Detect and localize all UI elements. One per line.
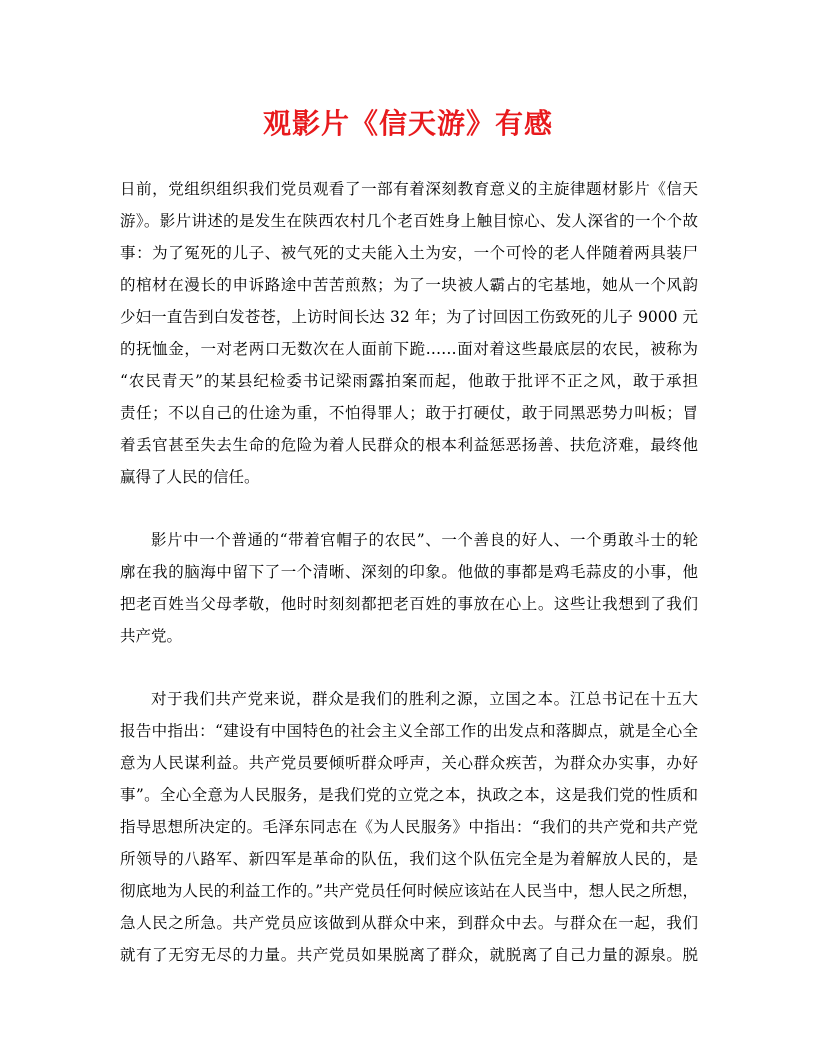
text-line: 赢得了人民的信任。 <box>120 468 260 486</box>
document-body <box>120 173 698 1002</box>
text-line: 影片中一个普通的“带着官帽子的农民”、一个善良的好人、一个勇敢斗士的轮 <box>151 531 698 549</box>
text-line: 责任；不以自己的仕途为重，不怕得罪人；敢于打硬仗，敢于同黑恶势力叫板；冒 <box>120 404 698 422</box>
text-line: 对于我们共产党来说，群众是我们的胜利之源，立国之本。江总书记在十五大 <box>151 690 698 708</box>
text-line: 意为人民谋利益。共产党员要倾听群众呼声，关心群众疾苦，为群众办实事，办好 <box>120 754 698 772</box>
text-line: 的棺材在漫长的申诉路途中苦苦煎熬；为了一块被人霸占的宅基地，她从一个风韵 <box>120 276 698 294</box>
paragraph <box>120 683 698 971</box>
text-line: 日前，党组织组织我们党员观看了一部有着深刻教育意义的主旋律题材影片《信天 <box>120 180 698 198</box>
text-line: 的抚恤金，一对老两口无数次在人面前下跪……面对着这些最底层的农民，被称为 <box>120 340 698 358</box>
text-line: 少妇一直告到白发苍苍，上访时间长达 32 年；为了讨回因工伤致死的儿子 9000 元 <box>120 308 698 326</box>
text-line: 所领导的八路军、新四军是革命的队伍，我们这个队伍完全是为着解放人民的，是 <box>120 850 698 868</box>
text-line: “农民青天”的某县纪检委书记梁雨露拍案而起，他敢于批评不正之风，敢于承担 <box>120 372 698 390</box>
text-line: 急人民之所急。共产党员应该做到从群众中来，到群众中去。与群众在一起，我们 <box>120 914 698 932</box>
text-line: 就有了无穷无尽的力量。共产党员如果脱离了群众，就脱离了自己力量的源泉。脱 <box>120 946 698 964</box>
text-line: 指导思想所决定的。毛泽东同志在《为人民服务》中指出：“我们的共产党和共产党 <box>120 818 698 836</box>
document-title: 观影片《信天游》有感 <box>262 107 553 140</box>
text-line: 游》。影片讲述的是发生在陕西农村几个老百姓身上触目惊心、发人深省的一个个故 <box>120 212 698 230</box>
text-line: 着丢官甚至失去生命的危险为着人民群众的根本利益惩恶扬善、扶危济难，最终他 <box>120 436 698 454</box>
text-line: 报告中指出：“建设有中国特色的社会主义全部工作的出发点和落脚点，就是全心全 <box>120 722 698 740</box>
text-line: 事”。全心全意为人民服务，是我们党的立党之本，执政之本，这是我们党的性质和 <box>120 786 698 804</box>
paragraph <box>120 173 698 493</box>
paragraph <box>120 524 698 652</box>
text-line: 廓在我的脑海中留下了一个清晰、深刻的印象。他做的事都是鸡毛蒜皮的小事，他 <box>120 563 698 581</box>
text-line: 事：为了冤死的儿子、被气死的丈夫能入土为安，一个可怜的老人伴随着两具装尸 <box>120 244 698 262</box>
text-line: 把老百姓当父母孝敬，他时时刻刻都把老百姓的事放在心上。这些让我想到了我们 <box>120 595 698 613</box>
text-line: 彻底地为人民的利益工作的。”共产党员任何时候应该站在人民当中，想人民之所想， <box>120 882 698 900</box>
text-line: 共产党。 <box>120 627 183 645</box>
